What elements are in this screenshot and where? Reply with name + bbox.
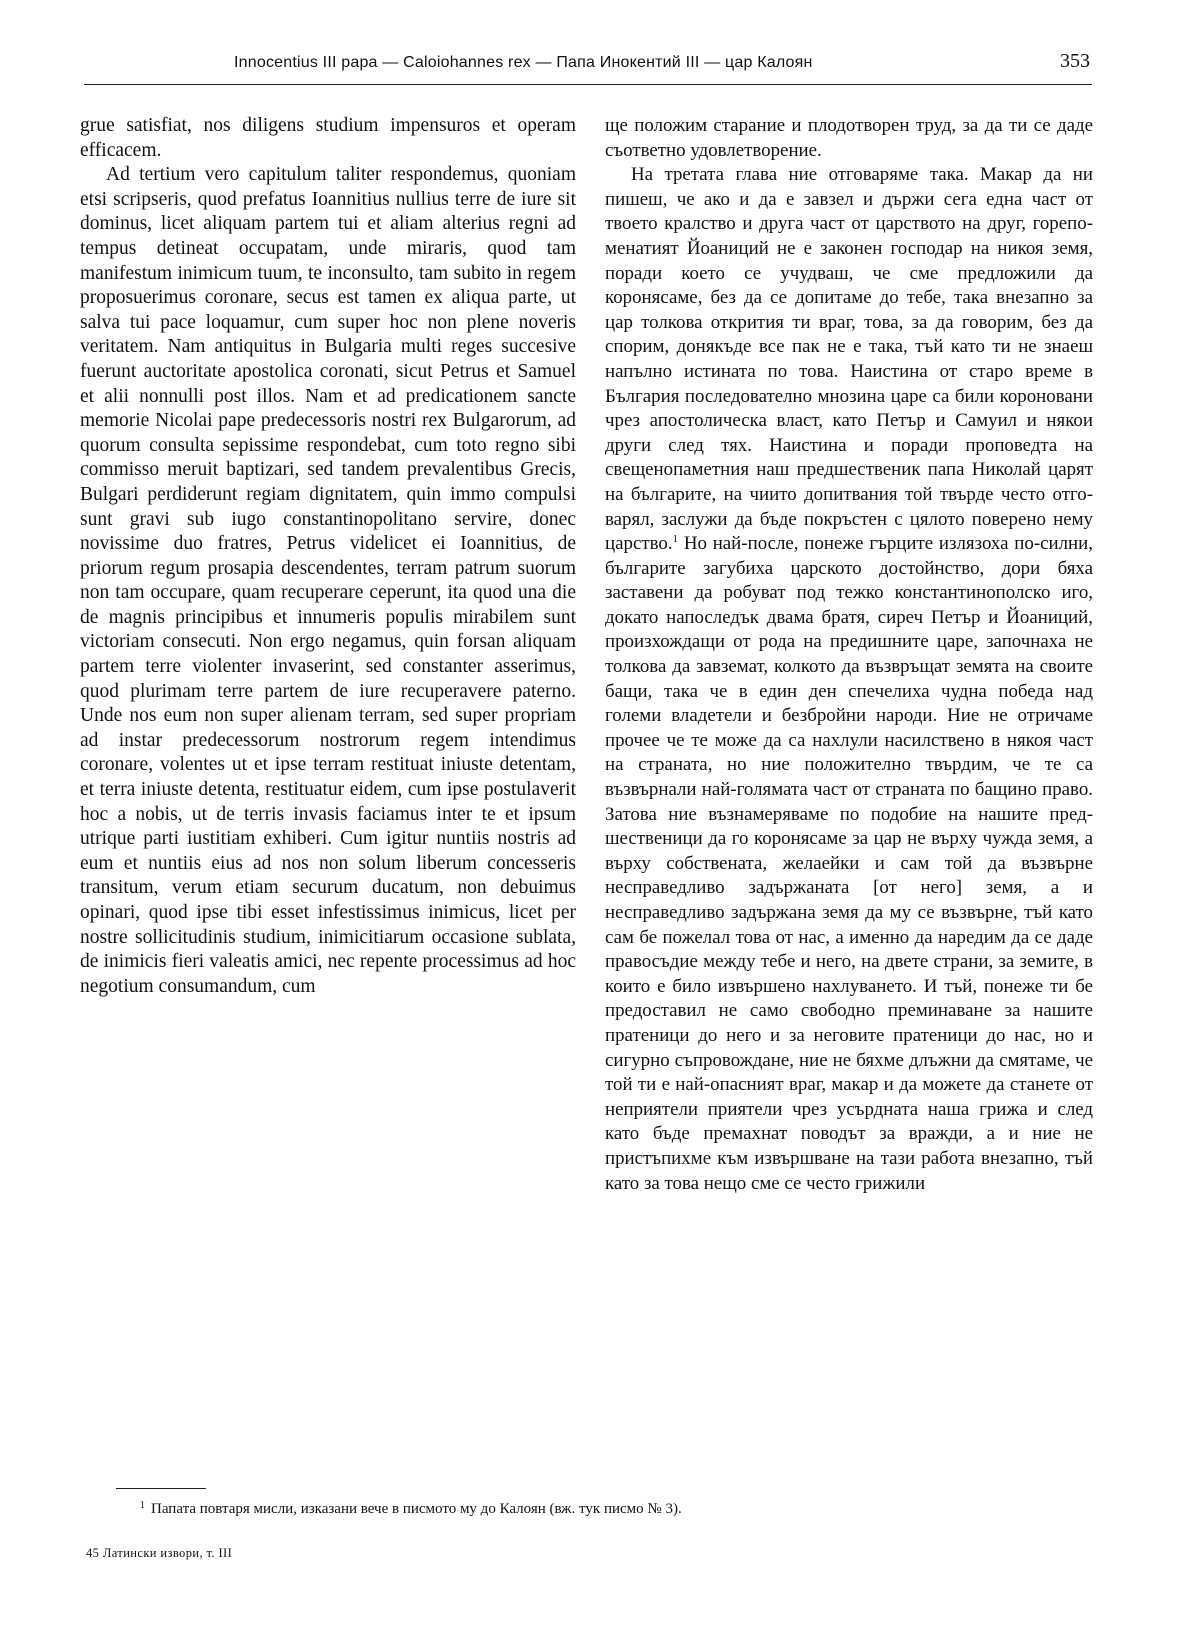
bulgarian-paragraph: ще положим старание и плодотворен труд, за да ти се даде съответно удовлетворение. bbox=[605, 115, 1093, 161]
bulgarian-text: Но най-после, понеже гърците излязоха по-силни, българите загубиха царското достойнство, дори бяха заставени да робуват под тежко константинополско иго, докато напоследък двама братя, сиреч Петър и Йоаниций, произхождащи от рода на предишните царе, започнаха не толкова да завземат, колкото да възвръщат земята на своите бащи, така че в един ден спечелиха чудна победа над големи владетели и безбройни народи. Ние не отричаме прочее че те може да са нахлули насилствено в някоя част на страната, но ние положително твърдим, че те са възвърнали най-голямата част от страната по бащино право. Затова ние възнамеряваме по подобие на нашите предшественици да го коронясаме за цар не върху чужда земя, а върху собствената, желаейки и сам той да възвърне несправедливо задържаната [от него] земя, а и несправедливо задържана земя да му се възвърне, тъй като сам бе пожелал това от нас, а именно да наредим да се даде правосъдие между тебе и него, на двете страни, за земите, в които е било извършено нахлуването. И тъй, понеже ти бе предоставил не само свободно преминаване за нашите пратеници до него и за неговите пратеници до нас, но и сигурно съпровождане, ние не бяхме длъжни да смятаме, че той ти е най-опасният враг, макар и да можете да станете от неприятели приятели чрез усърдната наша грижа и след като бъде премахнат поводът за вражди, а и ние не пристъпихме към извършване на тази работа внезапно, тъй като за това нещо сме се често грижили bbox=[605, 533, 1093, 1194]
running-header bbox=[84, 46, 1092, 85]
footnote-reference: 1 bbox=[672, 533, 679, 546]
latin-paragraph: Ad tertium vero capitulum taliter respondemus, quoniam etsi scripseris, quod prefatus Ioannitius nullius terre de iure sit dominus, licet aliquam partem tui et aliam alterius regni ad tempus detineat occupatam, unde miraris, quod tam manifestum inimicum tuum, te inconsulto, tam subito in regem proposuerimus coronare, secus est tamen ex aliqua parte, ut salva tui pace loquamur, cum super hoc non plene noveris veritatem. Nam antiquitus in Bulgaria multi reges succesive fuerunt auctoritate apostolica coronati, sicut Petrus et Samuel et alii nonnulli post illos. Nam et ad predicationem sancte memorie Nicolai pape predecessoris nostri rex Bulgarorum, ad quorum consulta sepissime respondebat, cum toto regno sibi commisso meruit baptizari, sed tandem prevalentibus Grecis, Bulgari perdiderunt regiam dignitatem, quin immo compulsi sunt gravi sub iugo constantinopolitano servire, donec novissime duo fratres, Petrus videlicet ei Ioannitius, de priorum regum prosapia descendentes, terram patrum suorum non tam occupare, quam recuperare ceperunt, ita quod una die de magnis principibus et innumeris populis mirabilem sunt victoriam consecuti. Non ergo negamus, quin forsan aliquam partem terre violenter invaserint, sed constanter asserimus, quod plurimam terre partem de iure recuperavere paterno. Unde nos eum non super alienam terram, sed super propriam ad instar predecessorum nostrorum regem intendimus coronare, volentes ut et ipse terram restituat iniuste detentam, et terra iniuste detenta, restituatur eidem, cum ipse postulaverit hoc a nobis, ut de terris invasis faciamus inter te et ipsum utrique parti iustitiam exhiberi. Cum igitur nuntiis nostris ad eum et nuntiis eius ad nos non solum liberum concesseris transitum, verum etiam securum ducatum, non debuimus opinari, quod ipse tibi esset infestissimus inimicus, licet per nostre sollicitudinis studium, inimicitiarum occasione sublata, de inimicis fieri valeatis amici, nec repente processimus ad hoc negotium consumandum, cum bbox=[80, 164, 576, 997]
signature-mark: 45 Латински извори, т. III bbox=[86, 1546, 233, 1560]
bulgarian-column bbox=[605, 114, 1093, 1196]
footnote-divider bbox=[116, 1488, 206, 1489]
running-title: Innocentius III papa — Caloiohannes rex — Папа Инокентий III — цар Калоян bbox=[234, 54, 813, 71]
latin-paragraph: grue satisfiat, nos diligens studium impensuros et operam efficacem. bbox=[80, 115, 576, 161]
footnote-mark: 1 bbox=[140, 1500, 145, 1511]
bulgarian-paragraph bbox=[605, 163, 1093, 1196]
footnote-text: Папата повтаря мисли, изказани вече в писмото му до Калоян (вж. тук писмо № 3). bbox=[151, 1501, 682, 1517]
page-number: 353 bbox=[1060, 50, 1090, 72]
bulgarian-text: На третата глава ние отговаряме така. Макар да ни пишеш, че ако и да е завзел и държи сега една част от твоето кралство и друга част от царството на друг, горепоменатият Йоаниций не е законен господар на никоя земя, поради което се учудваш, че сме предложили да коронясаме, без да се допитаме до тебе, така внезапно за цар толкова открития ти враг, това, за да говорим, без да спорим, донякъде все пак не е така, тъй като ти не знаеш напълно истината по това. Наистина от старо време в България последователно мнозина царе са били короновани чрез апостолическа власт, като Петър и Самуил и някои други след тях. Наистина и поради проповедта на свещенопаметния наш предшественик папа Николай царят на българите, на чиито допитвания той твърде често отговарял, заслужи да бъде покръстен с цялото поверено нему царство. bbox=[605, 164, 1093, 555]
footnote bbox=[140, 1500, 682, 1518]
latin-column bbox=[80, 114, 576, 999]
